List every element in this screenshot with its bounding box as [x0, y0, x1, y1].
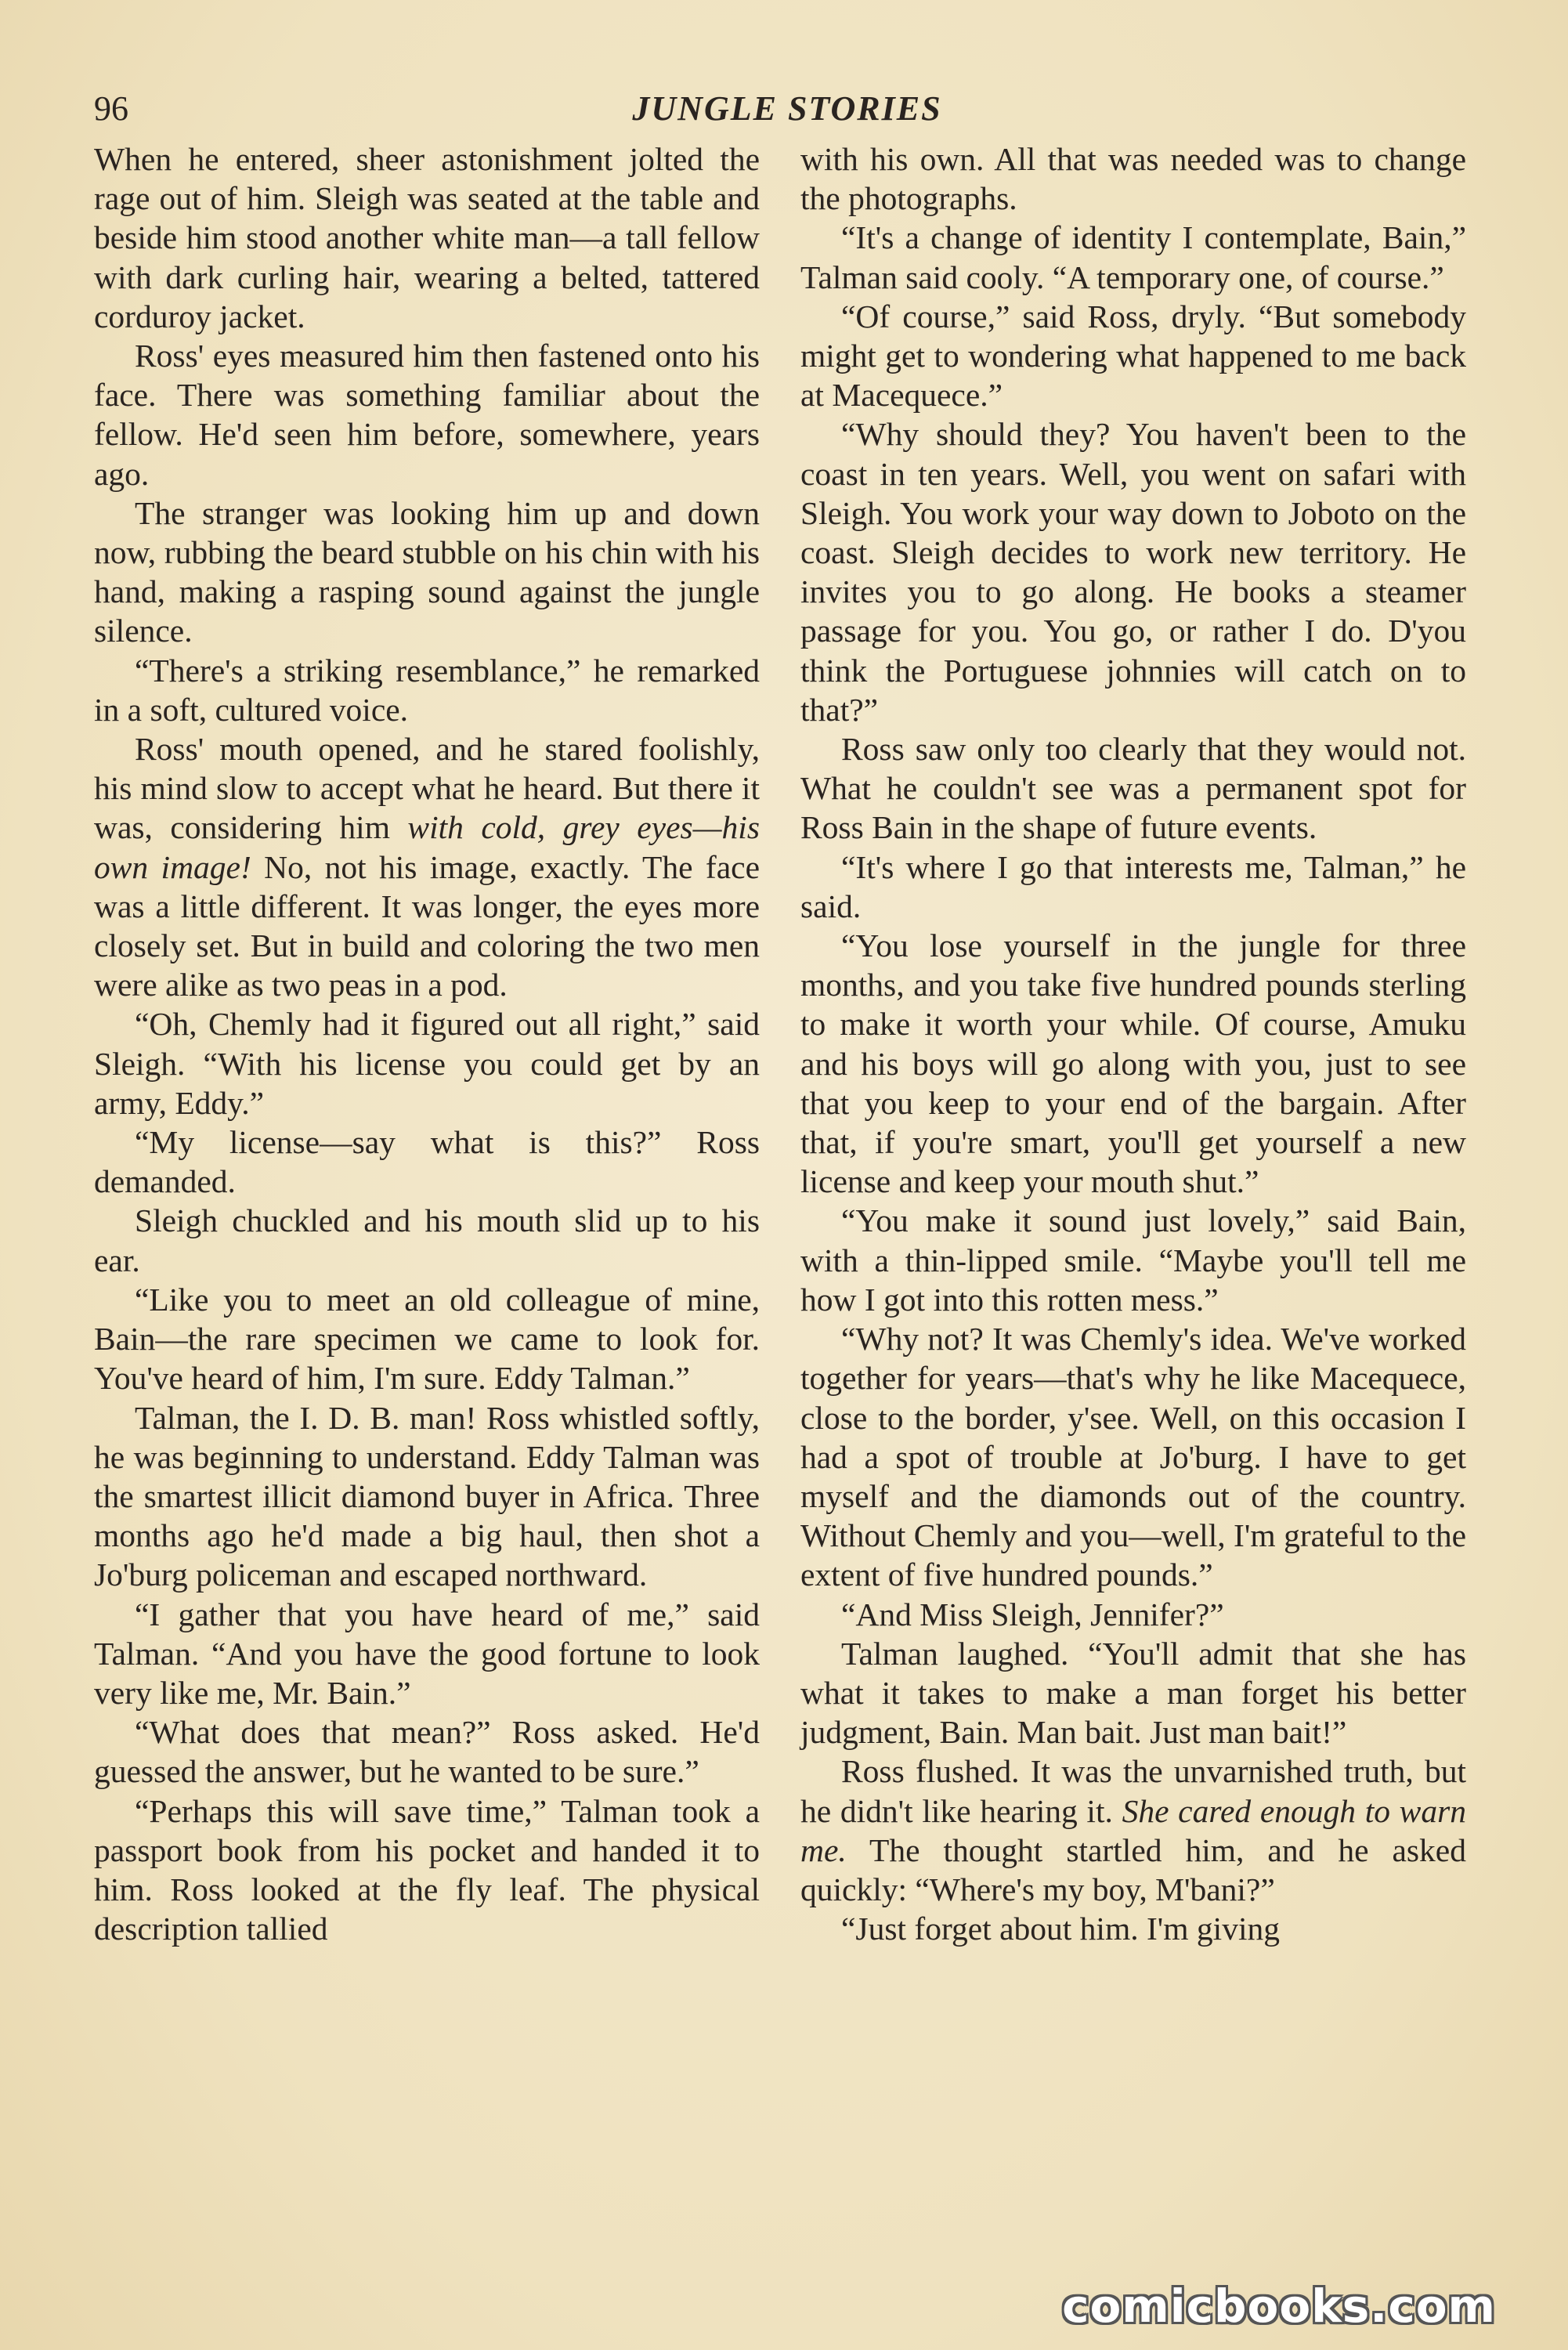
paragraph-text: The thought startled him, and he asked quickly: “Where's my boy, M'bani?”: [800, 1831, 1466, 1907]
paragraph: “It's where I go that interests me, Talman,” he said.: [800, 848, 1466, 924]
running-title: JUNGLE STORIES: [632, 89, 942, 128]
paragraph-text: Ross' mouth opened, and he stared foolishly, his mind slow to accept what he heard. But there it was, considering him: [94, 731, 760, 846]
paragraph-text: Ross flushed. It was the unvarnished truth, but he didn't like hearing it.: [800, 1753, 1466, 1829]
paragraph: [94, 729, 760, 1004]
paragraph: “You make it sound just lovely,” said Bain, with a thin-lipped smile. “Maybe you'll tell me how I got into this rotten mess.”: [800, 1202, 1466, 1318]
paragraph: “Just forget about him. I'm giving: [841, 1911, 1280, 1947]
paragraph: [800, 1752, 1466, 1909]
paragraph: “I gather that you have heard of me,” said Talman. “And you have the good fortune to look very like me, Mr. Bain.”: [94, 1596, 760, 1711]
paragraph: “You lose yourself in the jungle for three months, and you take five hundred pounds sterling to make it worth your while. Of course, Amuku and his boys will go along with you, just to see that you keep to your end of the bargain. After that, if you're smart, you'll get yourself a new license and keep your mouth shut.”: [800, 927, 1466, 1200]
paragraph: Ross saw only too clearly that they would not. What he couldn't see was a permanent spot for Ross Bain in the shape of future events.: [800, 731, 1466, 846]
paragraph: with his own. All that was needed was to change the photographs.: [800, 141, 1466, 217]
paragraph: “There's a striking resemblance,” he remarked in a soft, cultured voice.: [94, 652, 760, 728]
right-column: [800, 139, 1466, 1948]
paragraph: Sleigh chuckled and his mouth slid up to his ear.: [94, 1202, 760, 1278]
paragraph-text: No, not his image, exactly. The face was a little different. It was longer, the eyes more closely set. But in build and coloring the two men were alike as two peas in a pod.: [94, 848, 761, 1003]
paragraph: “And Miss Sleigh, Jennifer?”: [841, 1596, 1224, 1632]
page-header: [94, 85, 1480, 133]
paragraph: “What does that mean?” Ross asked. He'd guessed the answer, but he wanted to be sure.”: [94, 1714, 760, 1790]
paragraph: “My license—say what is this?” Ross demanded.: [94, 1124, 760, 1200]
watermark-logo: comicbooks.com: [1062, 2280, 1496, 2333]
paragraph: “It's a change of identity I contemplate, Bain,” Talman said cooly. “A temporary one, of course.”: [800, 219, 1466, 295]
paragraph: Talman, the I. D. B. man! Ross whistled softly, he was beginning to understand. Eddy Talman was the smartest illicit diamond buyer in Africa. Three months ago he'd made a big haul, then shot a Jo'burg policeman and escaped northward.: [94, 1399, 760, 1593]
italic-text: with cold, grey eyes—his own image!: [94, 809, 760, 885]
paragraph: When he entered, sheer astonishment jolted the rage out of him. Sleigh was seated at the table and beside him stood another white man—a tall fellow with dark curling hair, wearing a belted, tattered corduroy jacket.: [94, 141, 760, 334]
paragraph: “Perhaps this will save time,” Talman took a passport book from his pocket and handed it to him. Ross looked at the fly leaf. The physical description tallied: [94, 1792, 760, 1947]
paragraph: “Like you to meet an old colleague of mine, Bain—the rare specimen we came to look for. You've heard of him, I'm sure. Eddy Talman.”: [94, 1281, 760, 1397]
paragraph: Talman laughed. “You'll admit that she has what it takes to make a man forget his better judgment, Bain. Man bait. Just man bait!”: [800, 1635, 1466, 1751]
paragraph: The stranger was looking him up and down now, rubbing the beard stubble on his chin with his hand, making a rasping sound against the jungle silence.: [94, 494, 760, 649]
paragraph: “Of course,” said Ross, dryly. “But somebody might get to wondering what happened to me back at Macequece.”: [800, 298, 1466, 414]
paragraph: “Oh, Chemly had it figured out all right,” said Sleigh. “With his license you could get by an army, Eddy.”: [94, 1006, 760, 1121]
paragraph: “Why should they? You haven't been to the coast in ten years. Well, you went on safari with Sleigh. You work your way down to Joboto on the coast. Sleigh decides to work new territory. He invites you to go along. He books a steamer passage for you. You go, or rather I do. D'you think the Portuguese johnnies will catch on to that?”: [800, 416, 1466, 728]
italic-text: She cared enough to warn me.: [800, 1792, 1467, 1868]
paragraph: “Why not? It was Chemly's idea. We've worked together for years—that's why he like Macequece, close to the border, y'see. Well, on this occasion I had a spot of trouble at Jo'burg. I have to get myself and the diamonds out of the country. Without Chemly and you—well, I'm grateful to the extent of five hundred pounds.”: [800, 1321, 1466, 1593]
paragraph: Ross' eyes measured him then fastened onto his face. There was something familiar about the fellow. He'd seen him before, somewhere, years ago.: [94, 338, 760, 492]
page-number: 96: [94, 89, 128, 128]
left-column: [94, 139, 760, 1948]
